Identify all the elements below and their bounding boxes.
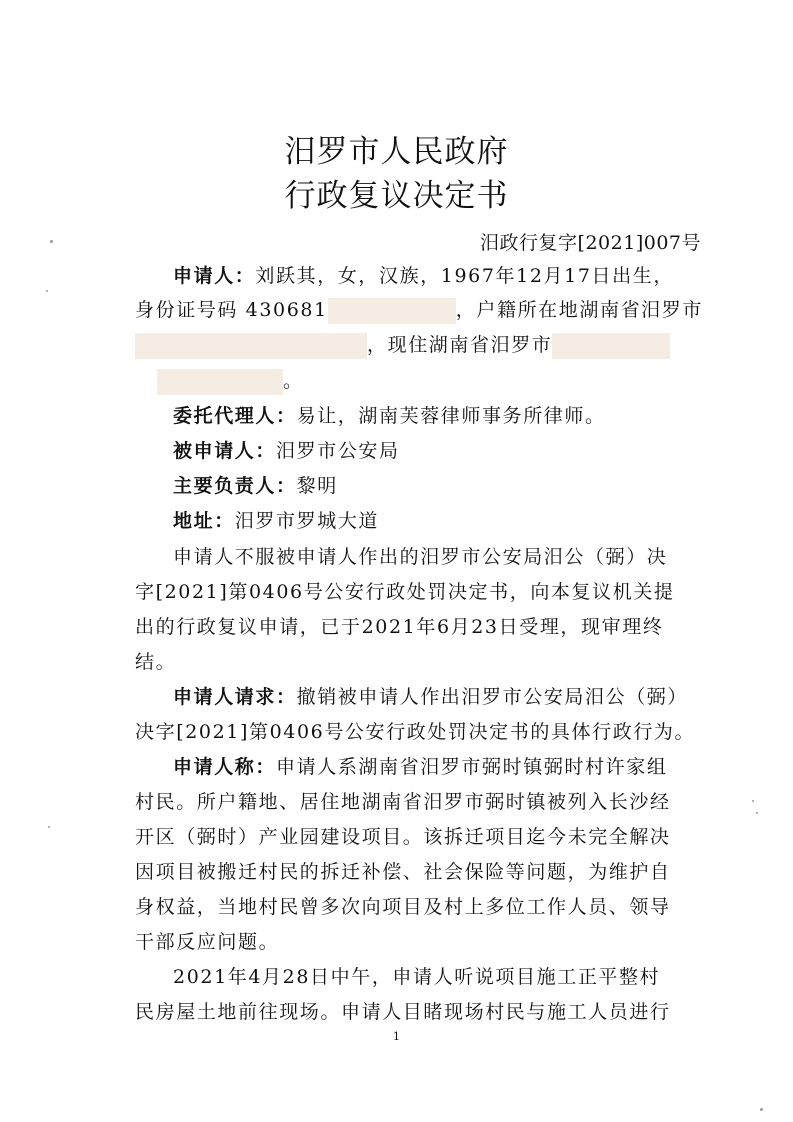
request-line-1 [173,684,733,710]
household-registration: ，户籍所在地湖南省汨罗市 [455,299,703,321]
claim-line-1 [173,754,733,780]
scan-speck [46,290,48,292]
request-text-1: 撤销被申请人作出汨罗市公安局汨公（弼） [296,686,689,708]
claim-label: 申请人称： [173,756,277,778]
reference-number: 汨政行复字[2021]007号 [480,232,701,254]
scan-speck [50,240,53,243]
intro-line-1: 申请人不服被申请人作出的汨罗市公安局汨公（弼）决 [173,546,668,568]
respondent-line [173,438,733,464]
applicant-line-3 [135,332,695,359]
intro-line-4: 结。 [135,651,177,673]
claim-line-4: 因项目被搬迁村民的拆迁补偿、社会保险等问题，为维护自 [135,861,671,883]
scan-speck [752,800,754,802]
claim-line-2: 村民。所户籍地、居住地湖南省汨罗市弼时镇被列入长沙经 [135,791,671,813]
intro-line-2: 字[2021]第0406号公安行政处罚决定书，向本复议机关提 [135,581,675,603]
address-text: 汨罗市罗城大道 [234,510,380,532]
head-text: 黎明 [296,475,338,497]
id-number-prefix: 身份证号码 430681 [135,299,328,321]
claim-text-1: 申请人系湖南省汨罗市弼时镇弼时村许家组 [276,756,668,778]
redaction-household-address [135,333,367,359]
head-label: 主要负责人： [173,475,297,497]
redaction-residence-2 [157,369,283,395]
claim-line-5: 身权益，当地村民曾多次向项目及村上多位工作人员、领导 [135,896,671,918]
current-residence: ，现住湖南省汨罗市 [367,334,553,356]
title-line-2: 行政复议决定书 [284,178,509,214]
intro-line-3: 出的行政复议申请，已于2021年6月23日受理，现审理终 [135,616,664,638]
redaction-id [328,298,456,324]
applicant-line-2 [135,297,703,324]
applicant-line-4 [135,368,695,395]
redaction-residence-1 [552,333,670,359]
event-line-1: 2021年4月28日中午，申请人听说项目施工正平整村 [173,966,661,988]
page-number: 1 [393,1030,400,1043]
event-line-2: 民房屋土地前往现场。申请人目睹现场村民与施工人员进行 [135,1001,671,1023]
claim-line-3: 开区（弼时）产业园建设项目。该拆迁项目迄今未完全解决 [135,826,671,848]
agent-line [173,403,733,429]
respondent-text: 汨罗市公安局 [276,440,400,462]
applicant-info: 刘跃其，女，汉族，1967年12月17日出生， [255,265,674,287]
request-label: 申请人请求： [173,686,297,708]
scan-speck [760,1108,763,1111]
address-label: 地址： [173,510,235,532]
scan-speck [48,826,50,828]
applicant-label: 申请人： [173,265,256,287]
applicant-end: 。 [283,370,304,392]
title-line-1: 汨罗市人民政府 [284,134,509,170]
agent-label: 委托代理人： [173,405,297,427]
scan-speck [756,812,758,814]
head-line [173,473,733,499]
address-line [173,508,733,534]
applicant-line-1 [173,263,733,289]
agent-text: 易让，湖南芙蓉律师事务所律师。 [296,405,606,427]
respondent-label: 被申请人： [173,440,277,462]
request-line-2: 决字[2021]第0406号公安行政处罚决定书的具体行政行为。 [135,721,696,743]
claim-line-6: 干部反应问题。 [135,931,280,953]
